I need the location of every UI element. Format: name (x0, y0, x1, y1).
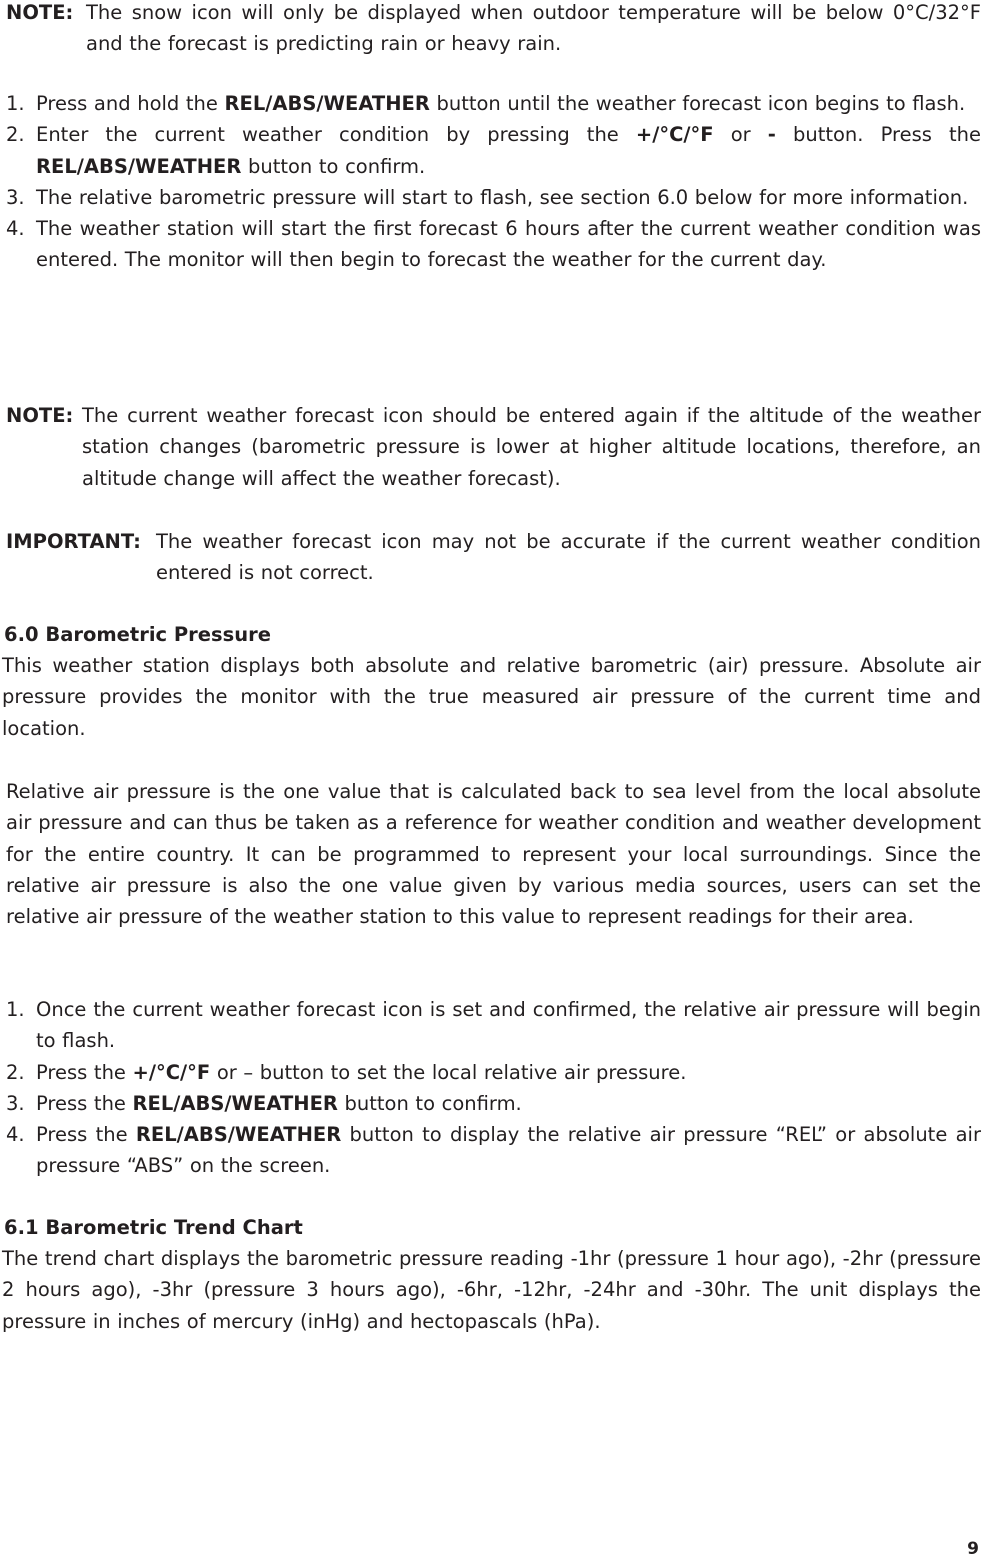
step-number: 1. (6, 998, 25, 1021)
step-text: or (713, 123, 768, 147)
note-label: NOTE: (6, 404, 74, 427)
step-text: or – button to set the local relative air pressure. (210, 1060, 687, 1084)
important-label: IMPORTANT: (6, 530, 141, 553)
note-label: NOTE: (6, 1, 74, 24)
step-number: 4. (6, 217, 25, 241)
button-name: REL/ABS/WEATHER (224, 92, 430, 115)
button-name: REL/ABS/WEATHER (36, 154, 242, 178)
list-item (6, 119, 981, 182)
section-heading-trend-chart: 6.1 Barometric Trend Chart (4, 1216, 303, 1239)
paragraph-relative-pressure: Relative air pressure is the one value that is calculated back to sea level from the local absolute air pressure and can thus be taken as a reference for weather condition and weather development for the entire country. It can be programmed to represent your local surroundings. Since the relative air pressure is also the one value given by various media sources, users can set the relative air pressure of the weather station to this value to represent readings for their area. (6, 780, 981, 929)
list-item (6, 213, 981, 276)
important-text: The weather forecast icon may not be accurate if the current weather condition entered is not correct. (156, 530, 981, 585)
section-heading-barometric-pressure: 6.0 Barometric Pressure (4, 623, 271, 646)
list-item (6, 88, 981, 119)
step-text: button to confirm. (241, 154, 426, 178)
note-text: The current weather forecast icon should be entered again if the altitude of the weather station changes (barometric pressure is lower at higher altitude locations, therefore, an altitude change will affect the weather forecast). (82, 404, 981, 490)
list-item (6, 1088, 981, 1119)
step-text: button to display the relative air pressure “REL” or absolute air pressure “ABS” on the screen. (36, 1123, 981, 1178)
step-text: Press the (36, 1091, 133, 1115)
note-altitude (6, 400, 981, 494)
list-item (6, 1119, 981, 1182)
button-name: - (767, 123, 776, 147)
step-text: The weather station will start the first forecast 6 hours after the current weather condition was entered. The monitor will then begin to forecast the weather for the current day. (36, 217, 981, 272)
step-text: Press the (36, 1123, 136, 1147)
step-text: Once the current weather forecast icon is set and confirmed, the relative air pressure will begin to flash. (36, 998, 981, 1053)
note-snow-icon (6, 0, 981, 60)
paragraph-absolute-pressure: This weather station displays both absolute and relative barometric (air) pressure. Absolute air pressure provides the monitor with the true measured air pressure of the current time and location. (2, 654, 981, 740)
button-name: REL/ABS/WEATHER (135, 1123, 342, 1147)
pressure-steps-list (6, 994, 981, 1182)
list-item (6, 182, 981, 213)
step-text: The relative barometric pressure will start to flash, see section 6.0 below for more information. (36, 185, 969, 209)
list-item (6, 994, 981, 1057)
list-item (6, 1057, 981, 1088)
step-text: button. Press the (775, 123, 982, 147)
button-name: REL/ABS/WEATHER (132, 1091, 338, 1115)
button-name: +/°C/°F (132, 1060, 211, 1084)
step-text: Enter the current weather condition by pressing the (36, 123, 636, 147)
button-name: +/°C/°F (635, 123, 714, 147)
step-text: button to confirm. (337, 1091, 522, 1115)
step-number: 2. (6, 1060, 25, 1084)
forecast-steps-list (6, 88, 981, 276)
step-number: 2. (6, 123, 25, 147)
paragraph-trend-chart: The trend chart displays the barometric pressure reading -1hr (pressure 1 hour ago), -2hr (pressure 2 hours ago), -3hr (pressure 3 hours ago), -6hr, -12hr, -24hr and -30hr. The unit displays the pressure in inches of mercury (inHg) and hectopascals (hPa). (2, 1247, 981, 1333)
step-text: Press and hold the (36, 92, 225, 115)
step-number: 4. (6, 1123, 25, 1147)
step-text: button until the weather forecast icon begins to flash. (429, 92, 966, 115)
step-text: Press the (36, 1060, 133, 1084)
important-note (6, 526, 981, 589)
note-text: The snow icon will only be displayed when outdoor temperature will be below 0°C/32°F and the forecast is predicting rain or heavy rain. (86, 1, 981, 56)
step-number: 3. (6, 1091, 25, 1115)
step-number: 3. (6, 185, 25, 209)
page-number: 9 (967, 1539, 979, 1559)
step-number: 1. (6, 92, 25, 115)
